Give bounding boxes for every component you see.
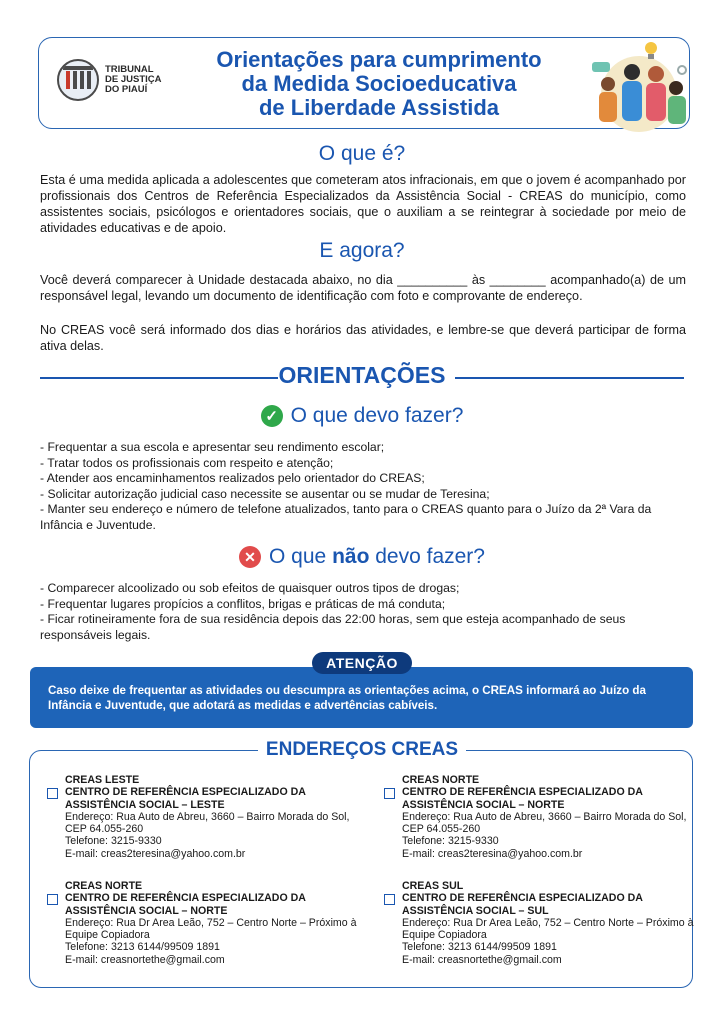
list-item: - Ficar rotineiramente fora de sua residência depois das 22:00 horas, sem que esteja acompanhado de seus responsáveis legais. [40, 612, 626, 642]
now-what-text-1: Você deverá comparecer à Unidade destacada abaixo, no dia __________ às ________ acompanhado(a) de um responsável legal, levando um documento de identificação com foto e comprovante de endereço. [40, 273, 686, 303]
list-item: - Frequentar lugares propícios a conflitos, brigas e práticas de má conduta; [40, 596, 446, 611]
section-heading-now-what: E agora? [319, 239, 405, 262]
attention-text: Caso deixe de frequentar as atividades ou descumpra as orientações acima, o CREAS informará ao Juízo da Infância e Juventude, que adotará as medidas e advertências cabíveis. [48, 684, 646, 712]
checkbox[interactable] [384, 894, 395, 905]
people-illustration [584, 40, 694, 132]
orientations-title: ORIENTAÇÕES [278, 362, 446, 388]
list-item: - Frequentar a sua escola e apresentar seu rendimento escolar; [40, 440, 385, 454]
addresses-title: ENDEREÇOS CREAS [258, 739, 466, 761]
dont-heading: ✕ O que não devo fazer? [0, 545, 724, 569]
dont-list [40, 581, 690, 643]
checkbox[interactable] [47, 894, 58, 905]
checkbox[interactable] [384, 788, 395, 799]
list-item: - Manter seu endereço e número de telefone atualizados, tanto para o CREAS quanto para o Juízo da 2ª Vara da Infância e Juventude. [40, 502, 652, 532]
list-item: - Atender aos encaminhamentos realizados pelo orientador do CREAS; [40, 471, 425, 485]
address-card: CREAS SUL CENTRO DE REFERÊNCIA ESPECIALIZADO DA ASSISTÊNCIA SOCIAL – SUL Endereço: Rua Dr Area Leão, 752 – Centro Norte – Próximo à Equipe Copiadora Telefone: 3213 6144/99509 1891 E-mail: creasnortethe@gmail.com [402, 880, 702, 966]
checkbox[interactable] [47, 788, 58, 799]
tjpi-logo [57, 54, 177, 106]
address-card: CREAS LESTE CENTRO DE REFERÊNCIA ESPECIALIZADO DA ASSISTÊNCIA SOCIAL – LESTE Endereço: Rua Auto de Abreu, 3660 – Bairro Morada do Sol, CEP 64.055-260 Telefone: 3215-9330 E-mail: creas2teresina@yahoo.com.br [65, 774, 365, 860]
what-is-text: Esta é uma medida aplicada a adolescentes que cometeram atos infracionais, em que o jovem é acompanhado por profissionais dos Centros de Referência Especializados da Assistência Social - CREAS do município, como assistentes sociais, psicólogos e orientadores sociais, que o auxiliam a se reintegrar à sociedade por meio de atividades educativas e de apoio. [40, 173, 686, 235]
do-heading: ✓ O que devo fazer? [0, 404, 724, 428]
now-what-text-2: No CREAS você será informado dos dias e horários das atividades, e lembre-se que deverá participar de forma ativa delas. [40, 323, 686, 353]
list-item: - Tratar todos os profissionais com respeito e atenção; [40, 455, 334, 470]
address-card: CREAS NORTE CENTRO DE REFERÊNCIA ESPECIALIZADO DA ASSISTÊNCIA SOCIAL – NORTE Endereço: Rua Dr Area Leão, 752 – Centro Norte – Próximo à Equipe Copiadora Telefone: 3213 6144/99509 1891 E-mail: creasnortethe@gmail.com [65, 880, 365, 966]
header-banner [38, 37, 690, 129]
address-card: CREAS NORTE CENTRO DE REFERÊNCIA ESPECIALIZADO DA ASSISTÊNCIA SOCIAL – NORTE Endereço: Rua Auto de Abreu, 3660 – Bairro Morada do Sol, CEP 64.055-260 Telefone: 3215-9330 E-mail: creas2teresina@yahoo.com.br [402, 774, 702, 860]
logo-text: TRIBUNAL DE JUSTIÇA DO PIAUÍ [105, 64, 162, 95]
page-title: Orientações para cumprimento da Medida Socioeducativa de Liberdade Assistida [216, 47, 542, 120]
do-list [40, 440, 690, 533]
courthouse-icon [57, 59, 99, 101]
section-heading-what-is: O que é? [318, 142, 406, 165]
close-icon: ✕ [239, 546, 261, 568]
attention-label: ATENÇÃO [312, 652, 412, 674]
check-icon: ✓ [261, 405, 283, 427]
list-item: - Solicitar autorização judicial caso necessite se ausentar ou se mudar de Teresina; [40, 486, 490, 501]
list-item: - Comparecer alcoolizado ou sob efeitos de quaisquer outros tipos de drogas; [40, 581, 460, 595]
